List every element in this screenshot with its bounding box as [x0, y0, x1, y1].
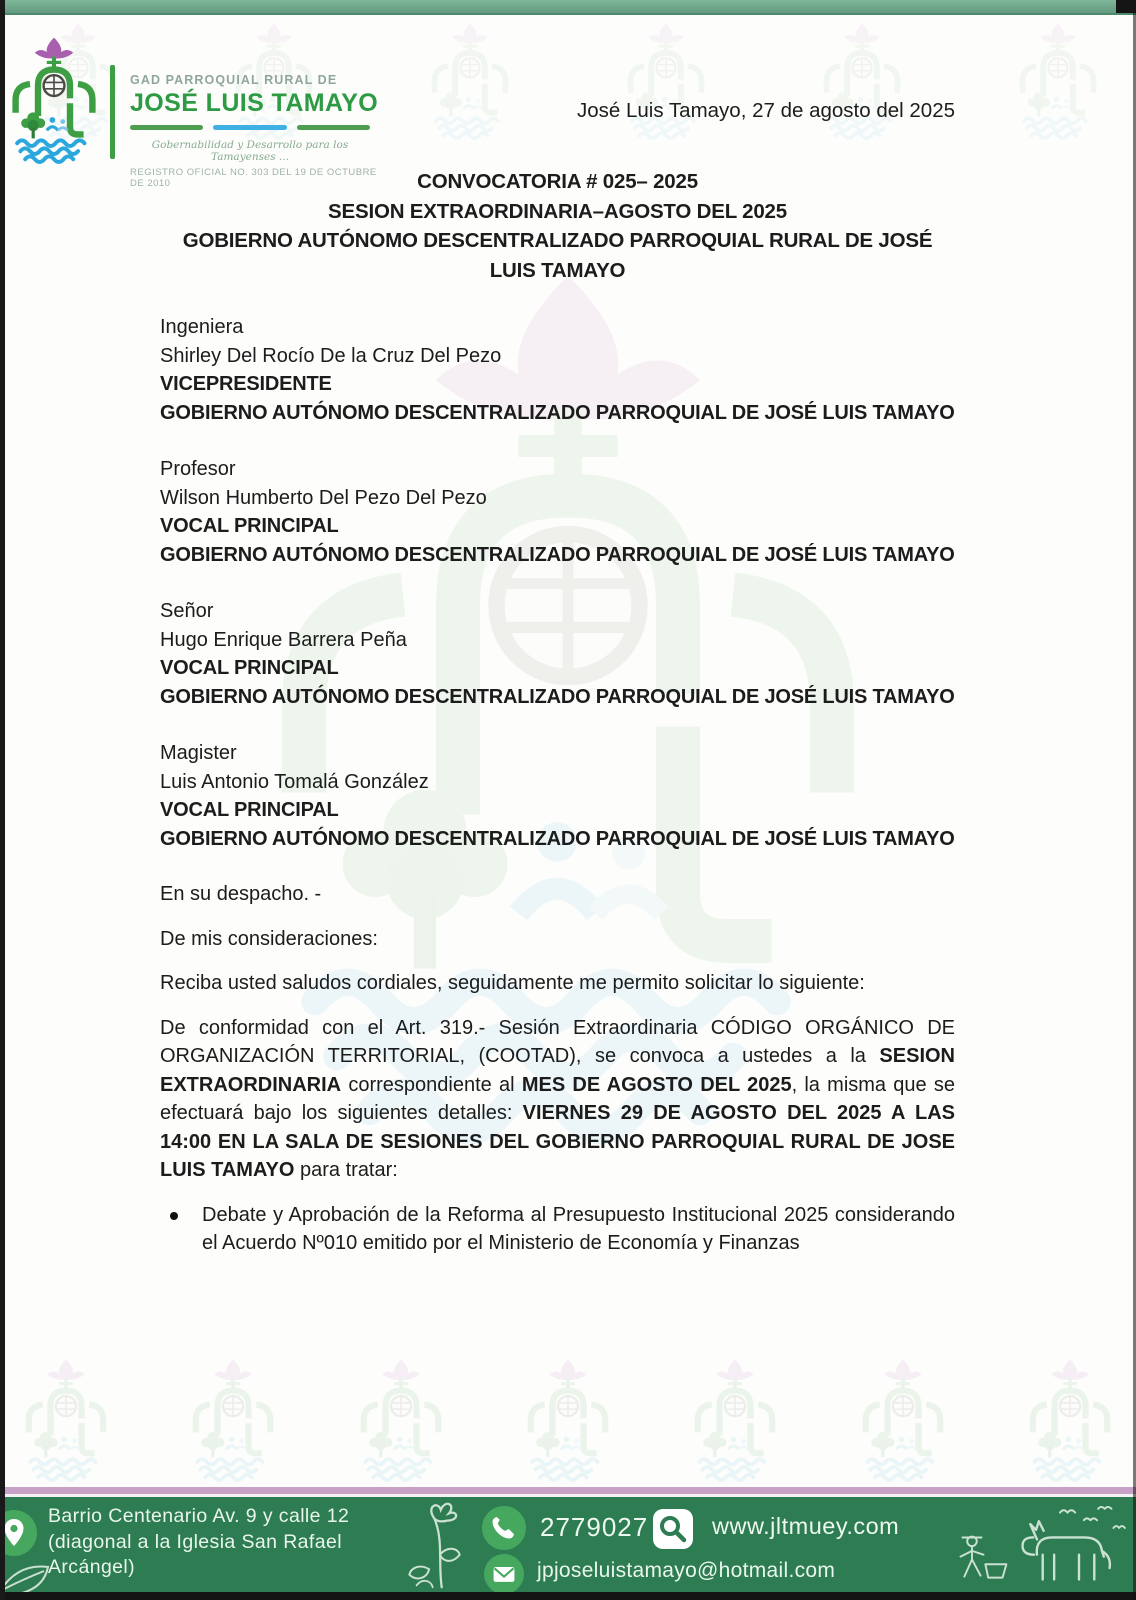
watermark-emblem: [349, 1358, 453, 1482]
recipient-org: GOBIERNO AUTÓNOMO DESCENTRALIZADO PARROQUIAL DE JOSÉ LUIS TAMAYO: [160, 543, 955, 566]
recipient-org: GOBIERNO AUTÓNOMO DESCENTRALIZADO PARROQUIAL DE JOSÉ LUIS TAMAYO: [160, 827, 955, 850]
paragraph-segment: correspondiente al: [341, 1073, 522, 1096]
date-line: José Luis Tamayo, 27 de agosto del 2025: [577, 99, 955, 122]
recipient-salutation: Ingeniera: [160, 316, 244, 338]
recipient-name: Luis Antonio Tomalá González: [160, 770, 429, 793]
recipient-block: [160, 455, 955, 569]
recipient-role: VOCAL PRINCIPAL: [160, 515, 339, 537]
logo-divider-bar: [110, 65, 115, 159]
title-line-1: CONVOCATORIA # 025– 2025: [417, 170, 698, 193]
paragraph-bold-segment: MES DE AGOSTO DEL 2025: [521, 1073, 792, 1096]
watermark-emblem: [683, 1358, 787, 1482]
recipient-block: [160, 313, 955, 427]
flower-line-art: [398, 1499, 480, 1589]
despacho-line: En su despacho. -: [160, 883, 322, 905]
logo-tagline: Gobernabilidad y Desarrollo para los Tamayenses ...: [151, 139, 349, 163]
paragraph-segment: , la misma que se efectuará bajo los siguientes detalles:: [160, 1073, 956, 1124]
recipient-name: Shirley Del Rocío De la Cruz Del Pezo: [160, 344, 502, 367]
watermark-emblem: [181, 1358, 285, 1482]
rural-line-art: [942, 1505, 1130, 1591]
website-icon: [652, 1508, 694, 1550]
top-green-strip: [0, 0, 1136, 15]
footer-address: Barrio Centenario Av. 9 y calle 12 (diagonal a la Iglesia San Rafael Arcángel): [48, 1505, 350, 1578]
consideraciones-line: De mis consideraciones:: [160, 927, 378, 950]
paragraph-bold-segment: VIERNES 29 DE AGOSTO DEL 2025 A LAS 14:00 EN LA SALA DE SESIONES DEL GOBIERNO PARROQUIAL RURAL DE JOSE LUIS TAMAYO: [160, 1102, 955, 1181]
paragraph-bold-segment: SESION EXTRAORDINARIA: [160, 1045, 955, 1096]
main-paragraph: [160, 1014, 955, 1185]
recipient-name: Hugo Enrique Barrera Peña: [160, 628, 407, 651]
recipient-salutation: Profesor: [160, 458, 236, 480]
watermark-emblem: [516, 1358, 620, 1482]
footer-email: jpjoseluistamayo@hotmail.com: [537, 1559, 836, 1582]
recipient-role: VICEPRESIDENTE: [160, 373, 332, 395]
agenda-item: [160, 1201, 955, 1258]
logo-bar-blue: [213, 125, 286, 130]
watermark-emblem: [1018, 1358, 1122, 1482]
location-pin-icon: [0, 1510, 37, 1556]
document-title: [160, 167, 955, 285]
scan-edge-bottom: [0, 1592, 1136, 1600]
logo-underline-bars: [130, 125, 370, 130]
logo-org-name: JOSÉ LUIS TAMAYO: [130, 89, 379, 117]
paragraph-segment: De conformidad con el Art. 319.- Sesión Extraordinaria CÓDIGO ORGÁNICO DE ORGANIZACIÓN TERRITORIAL, (COOTAD), se convoca a ustedes a la: [160, 1016, 955, 1067]
recipient-block: [160, 739, 955, 853]
logo-org-type: GAD PARROQUIAL RURAL DE: [130, 73, 338, 87]
recipient-role: VOCAL PRINCIPAL: [160, 657, 339, 679]
letter-body: [0, 167, 1136, 1258]
recipient-name: Wilson Humberto Del Pezo Del Pezo: [160, 486, 487, 509]
footer-accent-line: [0, 1487, 1136, 1494]
bullet-icon: [170, 1212, 178, 1220]
scan-edge-left: [0, 0, 5, 1600]
footer-phone: 2779027: [540, 1512, 649, 1542]
email-icon: [484, 1554, 524, 1592]
footer-website: www.jltmuey.com: [712, 1513, 900, 1539]
recipient-org: GOBIERNO AUTÓNOMO DESCENTRALIZADO PARROQUIAL DE JOSÉ LUIS TAMAYO: [160, 685, 955, 708]
agenda-item-text: Debate y Aprobación de la Reforma al Presupuesto Institucional 2025 considerando el Acuerdo Nº010 emitido por el Ministerio de Economía y Finanzas: [202, 1203, 955, 1254]
recipient-salutation: Magister: [160, 742, 237, 764]
recipient-block: [160, 597, 955, 711]
greeting-line: Reciba usted saludos cordiales, seguidamente me permito solicitar lo siguiente:: [160, 972, 865, 994]
watermark-emblem: [14, 1358, 118, 1482]
scan-corner-dark: [1116, 0, 1136, 13]
title-line-2: SESION EXTRAORDINARIA–AGOSTO DEL 2025: [328, 199, 787, 223]
recipient-salutation: Señor: [160, 600, 214, 622]
leaf-line-art: [0, 1559, 60, 1592]
logo-bar-green: [130, 125, 203, 130]
phone-icon: [482, 1506, 526, 1550]
paragraph-segment: para tratar:: [294, 1159, 398, 1181]
logo-bar-green: [297, 125, 370, 130]
logo-registry-note: REGISTRO OFICIAL NO. 303 DEL 19 DE OCTUBRE DE 2010: [130, 167, 377, 189]
recipient-role: VOCAL PRINCIPAL: [160, 799, 339, 821]
watermark-row-bottom: [0, 1358, 1136, 1482]
footer: [0, 1487, 1136, 1600]
parish-crest-logo: [6, 27, 102, 173]
recipient-org: GOBIERNO AUTÓNOMO DESCENTRALIZADO PARROQUIAL DE JOSÉ LUIS TAMAYO: [160, 401, 955, 424]
title-line-3: GOBIERNO AUTÓNOMO DESCENTRALIZADO PARROQUIAL RURAL DE JOSÉ LUIS TAMAYO: [182, 229, 933, 282]
watermark-emblem: [851, 1358, 955, 1482]
footer-band: [0, 1497, 1136, 1592]
